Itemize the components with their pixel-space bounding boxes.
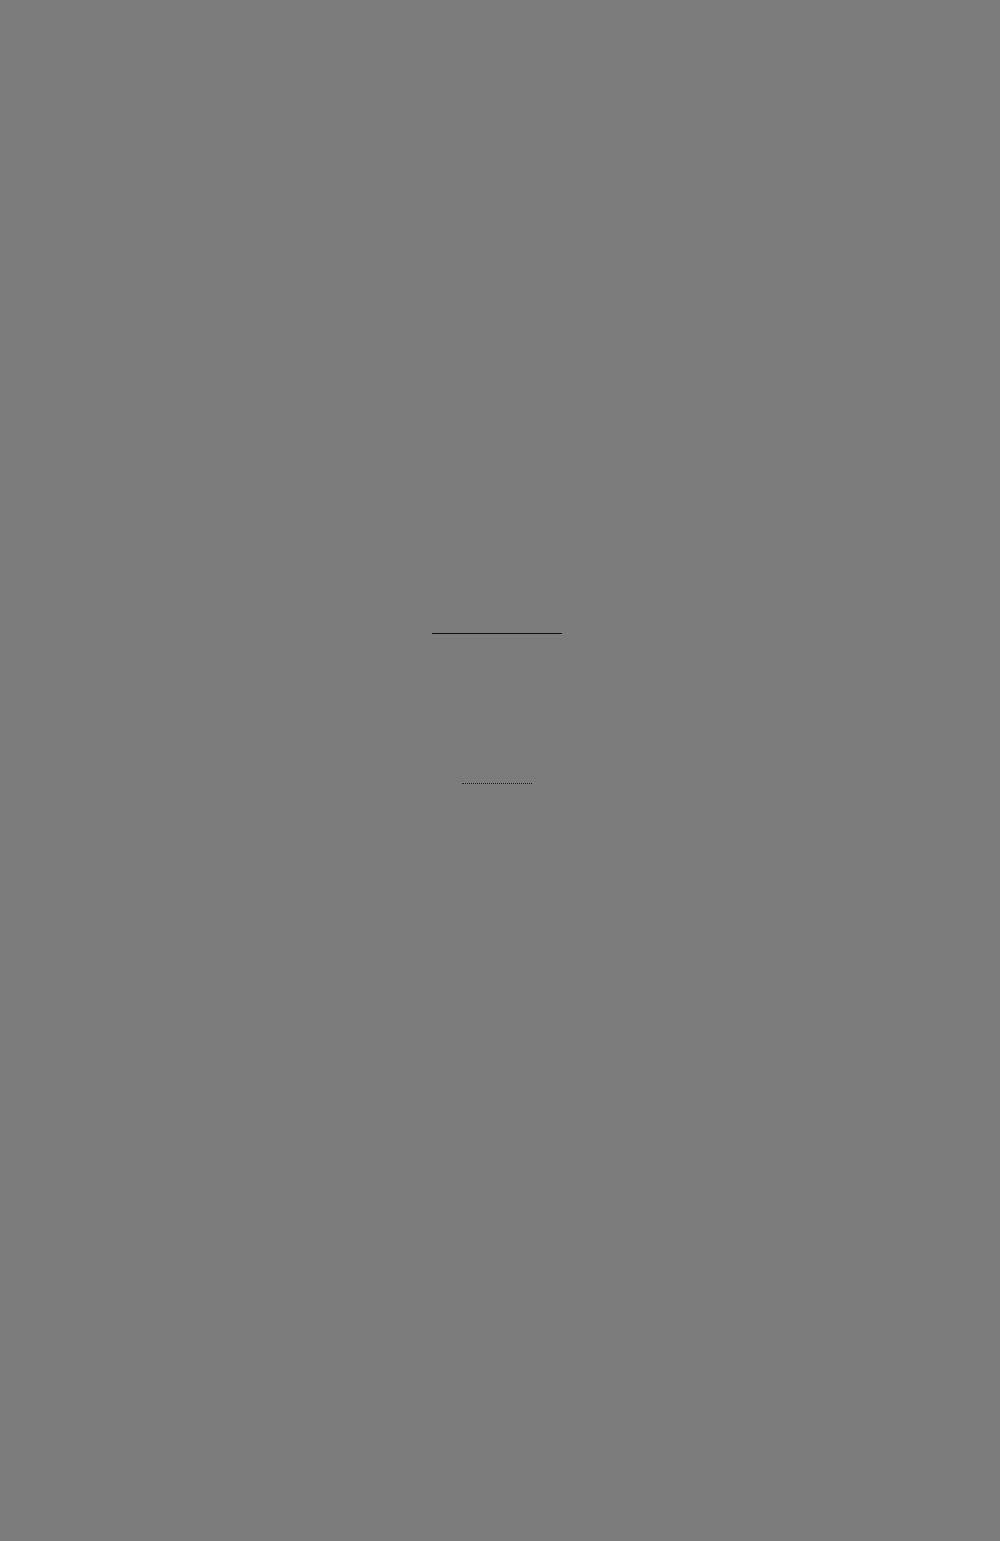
ornament-divider <box>462 783 532 784</box>
section-divider <box>432 633 562 634</box>
